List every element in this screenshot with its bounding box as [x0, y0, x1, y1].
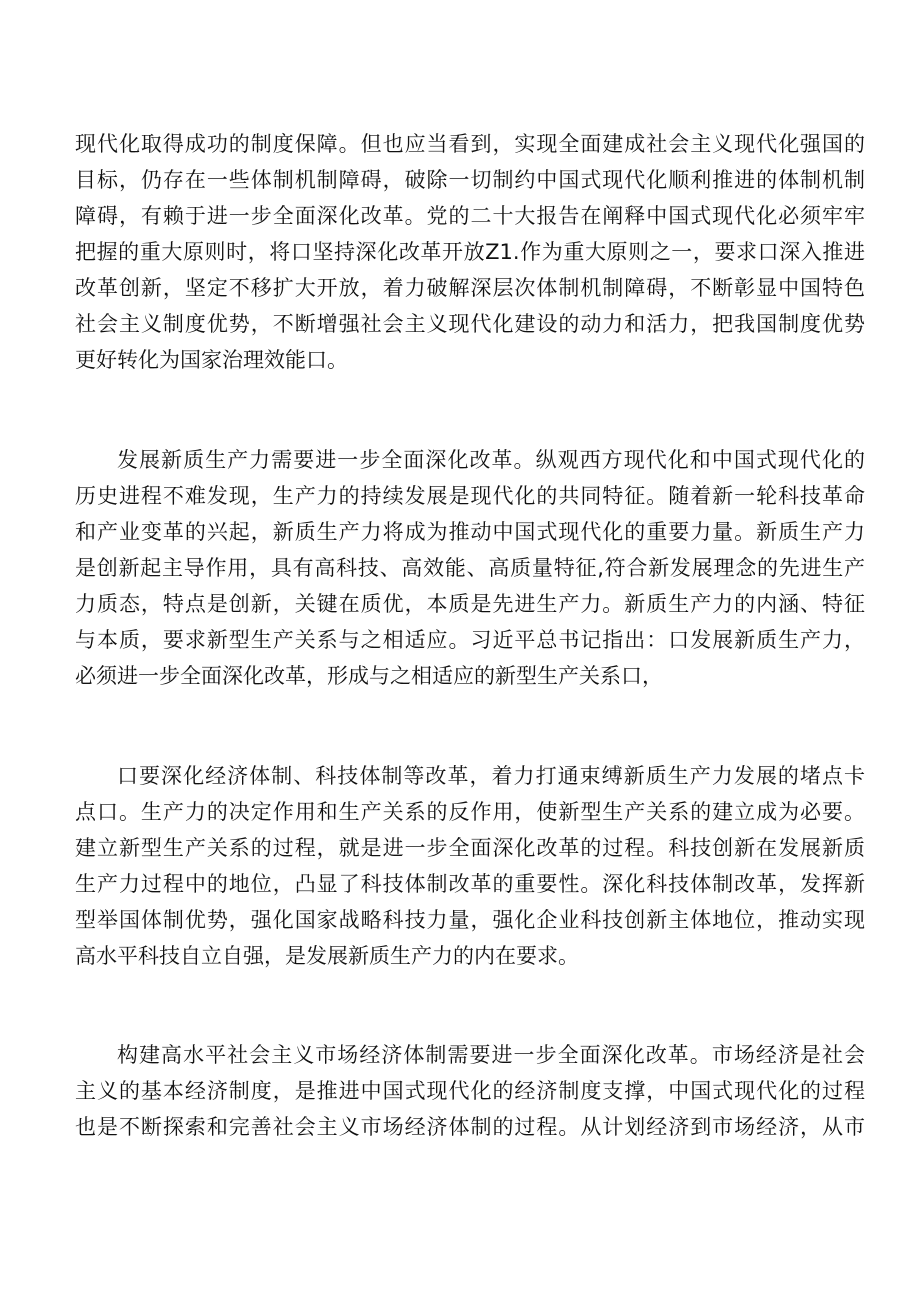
text-line: 改革创新，坚定不移扩大开放，着力破解深层次体制机制障碍，不断彰显中国特色	[75, 276, 865, 300]
paragraph-tech-system-reform	[75, 758, 865, 974]
paragraph-new-quality-productivity	[75, 442, 865, 694]
text-line: 社会主义制度优势，不断增强社会主义现代化建设的动力和活力，把我国制度优势	[75, 312, 865, 336]
text-line: 生产力过程中的地位，凸显了科技体制改革的重要性。深化科技体制改革，发挥新	[75, 872, 865, 896]
text-line: 口要深化经济体制、科技体制等改革，着力打通束缚新质生产力发展的堵点卡	[117, 764, 865, 788]
text-line: 更好转化为国家治理效能口。	[75, 348, 348, 372]
text-line: 障碍，有赖于进一步全面深化改革。党的二十大报告在阐释中国式现代化必须牢牢	[75, 204, 865, 228]
text-line: 和产业变革的兴起，新质生产力将成为推动中国式现代化的重要力量。新质生产力	[75, 520, 865, 544]
text-line: 力质态，特点是创新，关键在质优，本质是先进生产力。新质生产力的内涵、特征	[75, 592, 865, 616]
text-line: 把握的重大原则时，将口坚持深化改革开放Z1.作为重大原则之一，要求口深入推进	[75, 240, 865, 264]
paragraph-institutional-guarantee	[75, 126, 865, 378]
text-line: 现代化取得成功的制度保障。但也应当看到，实现全面建成社会主义现代化强国的	[75, 132, 865, 156]
text-line: 与本质，要求新型生产关系与之相适应。习近平总书记指出：口发展新质生产力，	[75, 628, 865, 652]
text-line: 发展新质生产力需要进一步全面深化改革。纵观西方现代化和中国式现代化的	[117, 448, 865, 472]
text-line: 目标，仍存在一些体制机制障碍，破除一切制约中国式现代化顺利推进的体制机制	[75, 168, 865, 192]
text-line: 型举国体制优势，强化国家战略科技力量，强化企业科技创新主体地位，推动实现	[75, 908, 865, 932]
text-line: 主义的基本经济制度，是推进中国式现代化的经济制度支撑，中国式现代化的过程	[75, 1079, 865, 1103]
text-line: 高水平科技自立自强，是发展新质生产力的内在要求。	[75, 944, 579, 968]
text-line: 建立新型生产关系的过程，就是进一步全面深化改革的过程。科技创新在发展新质	[75, 836, 865, 860]
text-line: 必须进一步全面深化改革，形成与之相适应的新型生产关系口，	[75, 664, 663, 688]
text-line: 历史进程不难发现，生产力的持续发展是现代化的共同特征。随着新一轮科技革命	[75, 484, 865, 508]
text-line: 也是不断探索和完善社会主义市场经济体制的过程。从计划经济到市场经济，从市	[75, 1115, 865, 1139]
text-line: 是创新起主导作用，具有高科技、高效能、高质量特征,符合新发展理念的先进生产	[75, 556, 865, 580]
text-line: 点口。生产力的决定作用和生产关系的反作用，使新型生产关系的建立成为必要。	[75, 800, 865, 824]
paragraph-market-economy	[75, 1037, 865, 1145]
text-line: 构建高水平社会主义市场经济体制需要进一步全面深化改革。市场经济是社会	[117, 1043, 865, 1067]
